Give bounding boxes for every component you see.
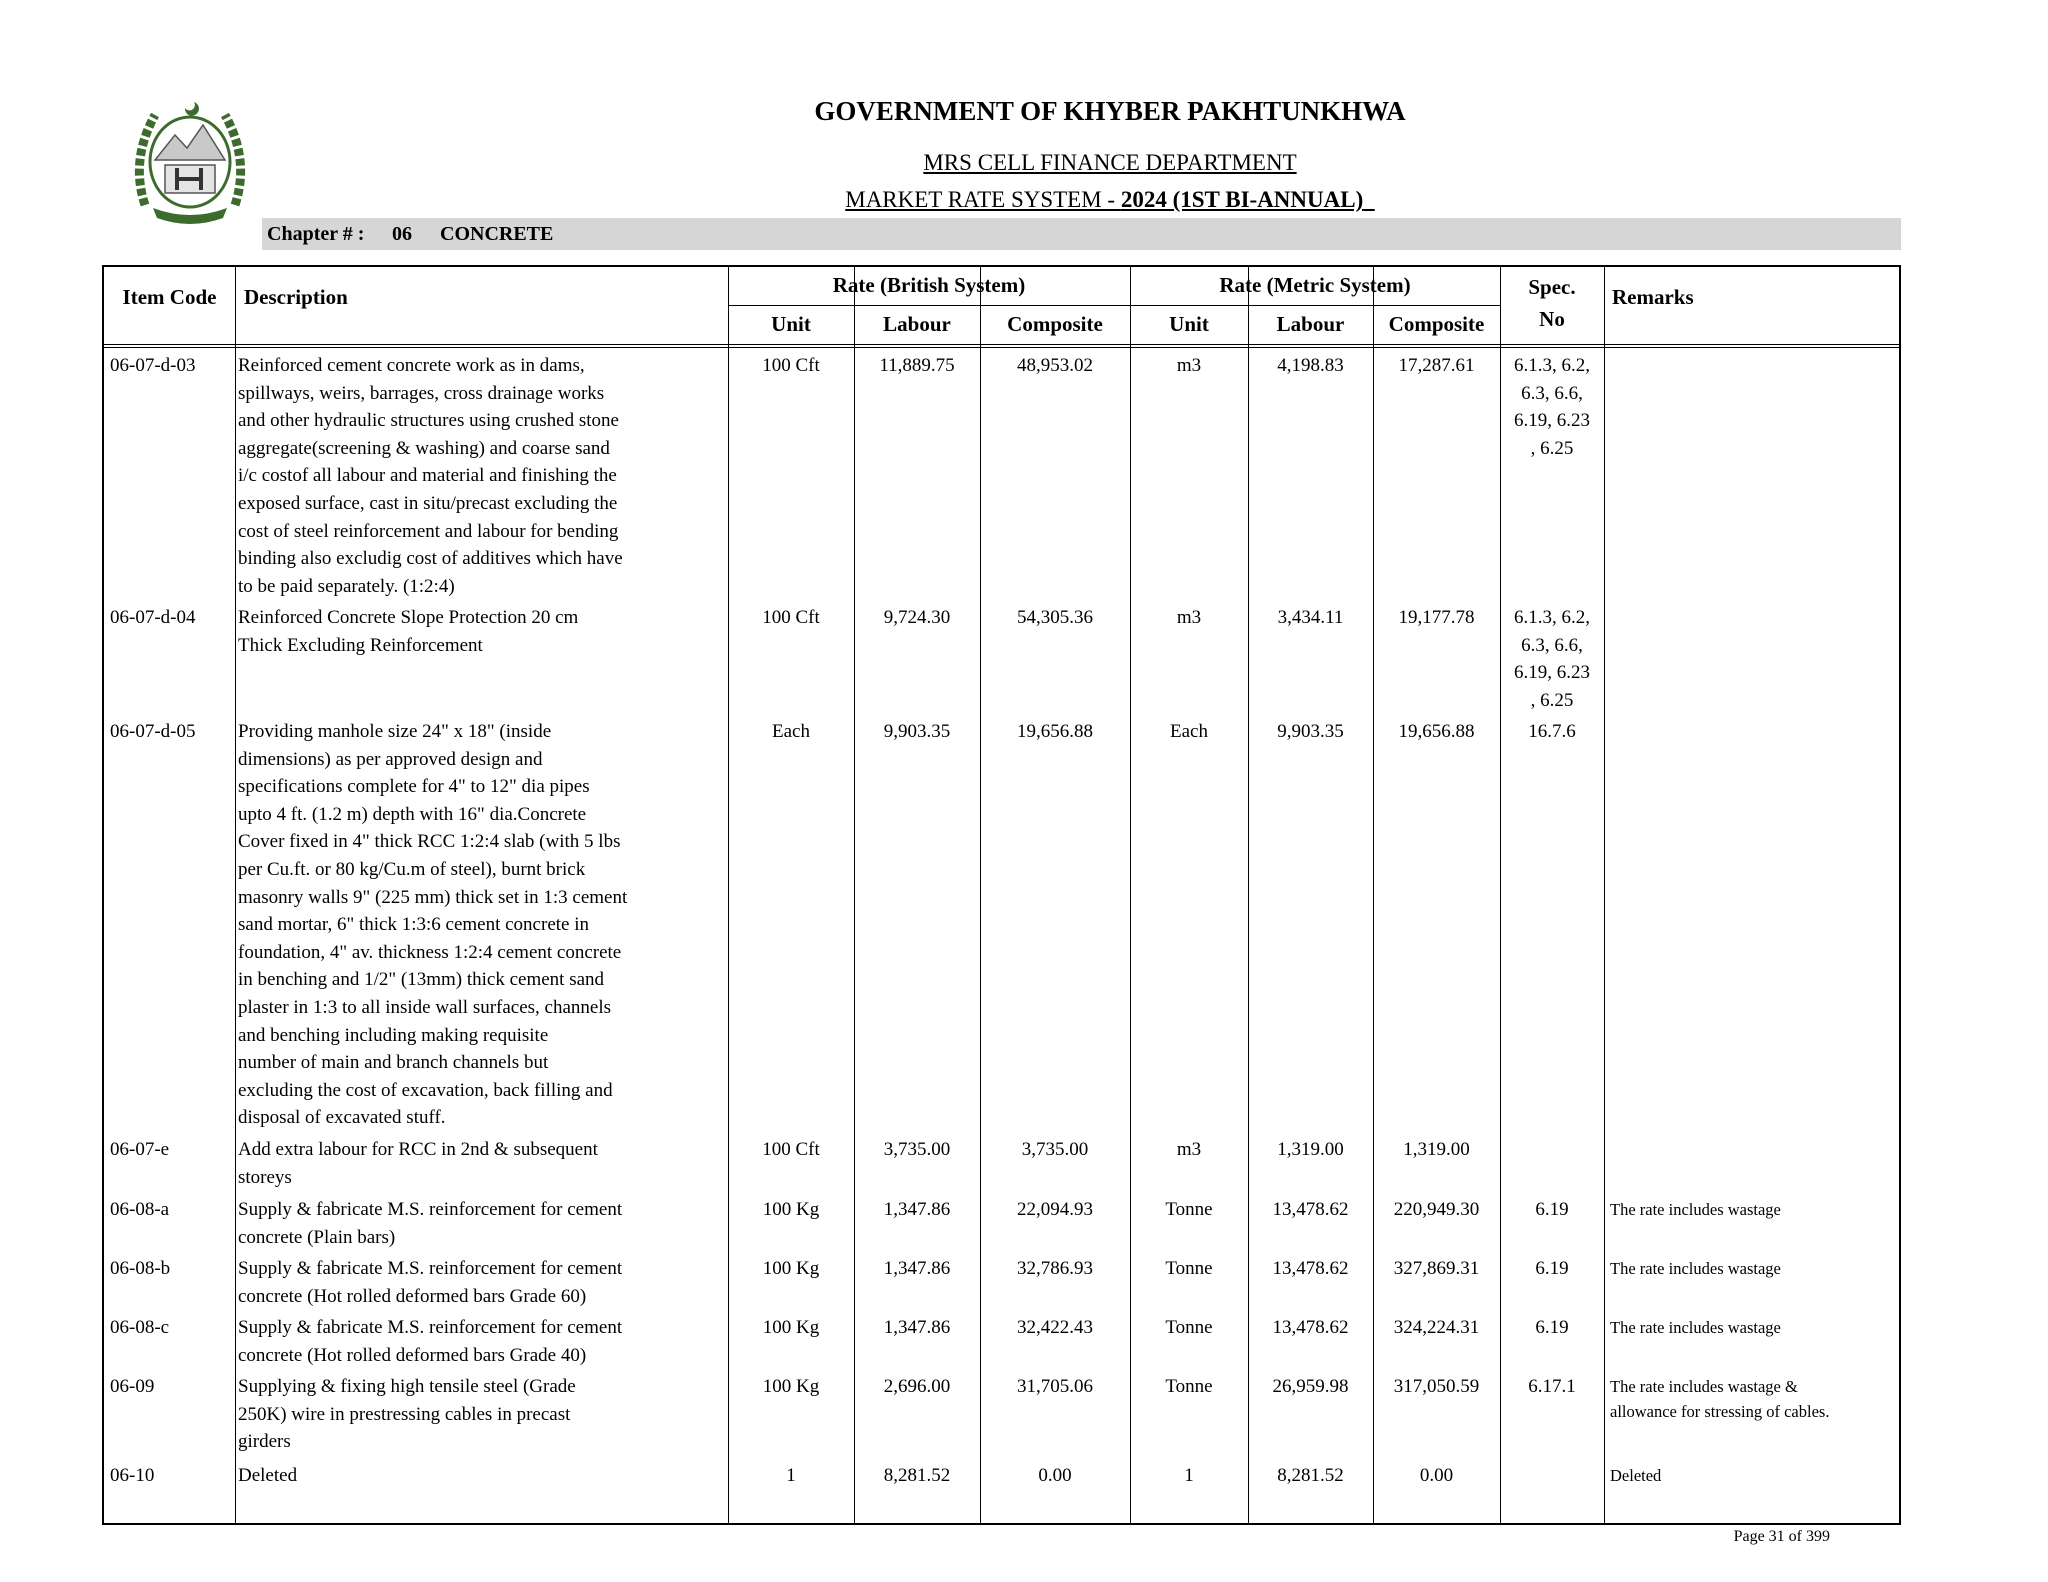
market-rate-system (790, 187, 1430, 213)
remarks: The rate includes wastage & allowance for stressing of cables. (1610, 1377, 1830, 1421)
metric-composite-rate: 19,177.78 (1398, 607, 1475, 628)
item-code: 06-09 (110, 1376, 155, 1397)
metric-composite-rate: 19,656.88 (1398, 721, 1475, 742)
item-code: 06-10 (110, 1465, 155, 1486)
british-unit: 100 Kg (762, 1376, 820, 1397)
spec-number: 6.17.1 (1528, 1376, 1576, 1397)
header-description: Description (244, 285, 348, 309)
item-description: Supplying & fixing high tensile steel (Grade 250K) wire in prestressing cables in precast girders (238, 1376, 576, 1453)
british-composite-rate: 19,656.88 (1017, 721, 1093, 742)
metric-unit: Tonne (1165, 1376, 1213, 1397)
department-name: MRS CELL FINANCE DEPARTMENT (923, 150, 1297, 175)
item-code: 06-08-a (110, 1199, 170, 1220)
british-unit: 100 Cft (762, 1139, 820, 1160)
metric-unit: m3 (1176, 355, 1202, 376)
header-metric-labour: Labour (1276, 312, 1345, 336)
british-unit: 100 Kg (762, 1317, 820, 1338)
header-item-code: Item Code (122, 285, 217, 309)
british-composite-rate: 22,094.93 (1017, 1199, 1093, 1220)
header-metric-composite: Composite (1388, 312, 1485, 336)
british-unit: 1 (786, 1465, 796, 1486)
british-composite-rate: 32,422.43 (1017, 1317, 1093, 1338)
chapter-bar (262, 218, 1901, 250)
remarks: The rate includes wastage (1610, 1318, 1781, 1337)
item-description: Supply & fabricate M.S. reinforcement for cement concrete (Plain bars) (238, 1199, 623, 1248)
header-british-composite: Composite (1007, 312, 1103, 336)
government-title: GOVERNMENT OF KHYBER PAKHTUNKHWA (814, 96, 1406, 126)
british-composite-rate: 31,705.06 (1017, 1376, 1093, 1397)
item-code: 06-08-b (110, 1258, 171, 1279)
british-composite-rate: 48,953.02 (1017, 355, 1093, 376)
british-composite-rate: 3,735.00 (1021, 1139, 1089, 1160)
metric-labour-rate: 8,281.52 (1277, 1465, 1344, 1486)
metric-labour-rate: 9,903.35 (1277, 721, 1344, 742)
metric-unit: m3 (1176, 1139, 1202, 1160)
item-description: Supply & fabricate M.S. reinforcement for cement concrete (Hot rolled deformed bars Grade 60) (238, 1258, 623, 1307)
metric-composite-rate: 220,949.30 (1393, 1199, 1480, 1220)
metric-composite-rate: 317,050.59 (1393, 1376, 1480, 1397)
group-divider (728, 305, 1130, 306)
metric-unit: m3 (1176, 607, 1202, 628)
item-description: Add extra labour for RCC in 2nd & subsequent storeys (238, 1139, 598, 1188)
system-prefix: MARKET RATE SYSTEM - (845, 187, 1121, 212)
british-composite-rate: 32,786.93 (1017, 1258, 1093, 1279)
item-description: Deleted (238, 1465, 298, 1486)
item-description: Supply & fabricate M.S. reinforcement for cement concrete (Hot rolled deformed bars Grade 40) (238, 1317, 623, 1366)
british-labour-rate: 8,281.52 (883, 1465, 951, 1486)
british-labour-rate: 9,903.35 (883, 721, 951, 742)
metric-composite-rate: 17,287.61 (1398, 355, 1475, 376)
british-unit: 100 Cft (762, 355, 820, 376)
header-spec-no: No (1539, 307, 1565, 331)
chapter-label: Chapter # : (267, 223, 365, 245)
header-remarks: Remarks (1612, 285, 1694, 309)
metric-unit: Tonne (1165, 1258, 1213, 1279)
metric-labour-rate: 4,198.83 (1277, 355, 1344, 376)
british-unit: 100 Cft (762, 607, 820, 628)
header-british-unit: Unit (771, 312, 811, 336)
item-code: 06-07-e (110, 1139, 170, 1160)
british-labour-rate: 9,724.30 (883, 607, 951, 628)
metric-unit: Each (1170, 721, 1208, 742)
metric-labour-rate: 13,478.62 (1272, 1317, 1349, 1338)
remarks: The rate includes wastage (1610, 1259, 1781, 1278)
item-description: Reinforced Concrete Slope Protection 20 cm Thick Excluding Reinforcement (238, 607, 579, 656)
metric-unit: Tonne (1165, 1199, 1213, 1220)
metric-labour-rate: 1,319.00 (1277, 1139, 1344, 1160)
remarks: The rate includes wastage (1610, 1200, 1781, 1219)
header-british-system: Rate (British System) (832, 273, 1026, 297)
chapter-number: 06 (392, 223, 412, 245)
group-divider (1130, 305, 1500, 306)
metric-labour-rate: 13,478.62 (1272, 1199, 1349, 1220)
metric-composite-rate: 0.00 (1419, 1465, 1454, 1486)
british-unit: 100 Kg (762, 1199, 820, 1220)
remarks: Deleted (1610, 1466, 1662, 1485)
metric-unit: Tonne (1165, 1317, 1213, 1338)
header-spec: Spec. (1528, 275, 1576, 299)
british-composite-rate: 0.00 (1038, 1465, 1072, 1486)
metric-labour-rate: 26,959.98 (1272, 1376, 1349, 1397)
item-code: 06-07-d-03 (110, 355, 196, 376)
british-labour-rate: 3,735.00 (883, 1139, 951, 1160)
item-description: Providing manhole size 24" x 18" (inside dimensions) as per approved design and specifications complete for 4" to 12" dia pipes upto 4 ft. (1.2 m) depth with 16" dia.Concrete Cover fixed in 4" thick RCC 1:2:4 slab (with 5 lbs per Cu.ft. or 80 kg/Cu.m of steel), burnt brick masonry walls 9" (225 mm) thick set in 1:3 cement sand mortar, 6" thick 1:3:6 cement concrete in foundation, 4" av. thickness 1:2:4 cement concrete in benching and 1/2" (13mm) thick cement sand plaster in 1:3 to all inside wall surfaces, channels and benching including making requisite number of main and branch channels but excluding the cost of excavation, back filling and disposal of excavated stuff. (238, 721, 628, 1129)
british-unit: Each (772, 721, 810, 742)
british-labour-rate: 2,696.00 (883, 1376, 951, 1397)
kp-government-emblem (125, 90, 255, 230)
spec-number: 6.1.3, 6.2, 6.3, 6.6, 6.19, 6.23 , 6.25 (1514, 355, 1590, 459)
british-labour-rate: 1,347.86 (883, 1258, 951, 1279)
spec-number: 16.7.6 (1528, 721, 1576, 742)
spec-number: 6.1.3, 6.2, 6.3, 6.6, 6.19, 6.23 , 6.25 (1514, 607, 1590, 711)
british-labour-rate: 1,347.86 (883, 1317, 951, 1338)
header-british-labour: Labour (883, 312, 951, 336)
item-description: Reinforced cement concrete work as in dams, spillways, weirs, barrages, cross drainage works and other hydraulic structures using crushed stone aggregate(screening & washing) and coarse sand i/c costof all labour and material and finishing the exposed surface, cast in situ/precast excluding the cost of steel reinforcement and labour for bending binding also excludig cost of additives which have to be paid separately. (1:2:4) (238, 355, 623, 597)
item-code: 06-08-c (110, 1317, 170, 1338)
british-unit: 100 Kg (762, 1258, 820, 1279)
metric-composite-rate: 1,319.00 (1403, 1139, 1470, 1160)
spec-number: 6.19 (1535, 1258, 1569, 1279)
column-divider (1604, 265, 1605, 1525)
spec-number: 6.19 (1535, 1317, 1569, 1338)
column-divider (235, 265, 236, 1525)
page-number: Page 31 of 399 (1733, 1528, 1830, 1545)
item-code: 06-07-d-04 (110, 607, 196, 628)
header-bottom-rule (102, 344, 1901, 348)
spec-number: 6.19 (1535, 1199, 1569, 1220)
header-metric-system: Rate (Metric System) (1219, 273, 1411, 297)
item-code: 06-07-d-05 (110, 721, 196, 742)
british-labour-rate: 1,347.86 (883, 1199, 951, 1220)
metric-composite-rate: 324,224.31 (1393, 1317, 1480, 1338)
system-period: 2024 (1ST BI-ANNUAL) (1120, 187, 1364, 212)
metric-labour-rate: 13,478.62 (1272, 1258, 1349, 1279)
header-metric-unit: Unit (1169, 312, 1209, 336)
metric-composite-rate: 327,869.31 (1393, 1258, 1480, 1279)
chapter-name: CONCRETE (440, 223, 554, 245)
metric-labour-rate: 3,434.11 (1277, 607, 1344, 628)
british-labour-rate: 11,889.75 (879, 355, 955, 376)
metric-unit: 1 (1184, 1465, 1194, 1486)
british-composite-rate: 54,305.36 (1017, 607, 1093, 628)
